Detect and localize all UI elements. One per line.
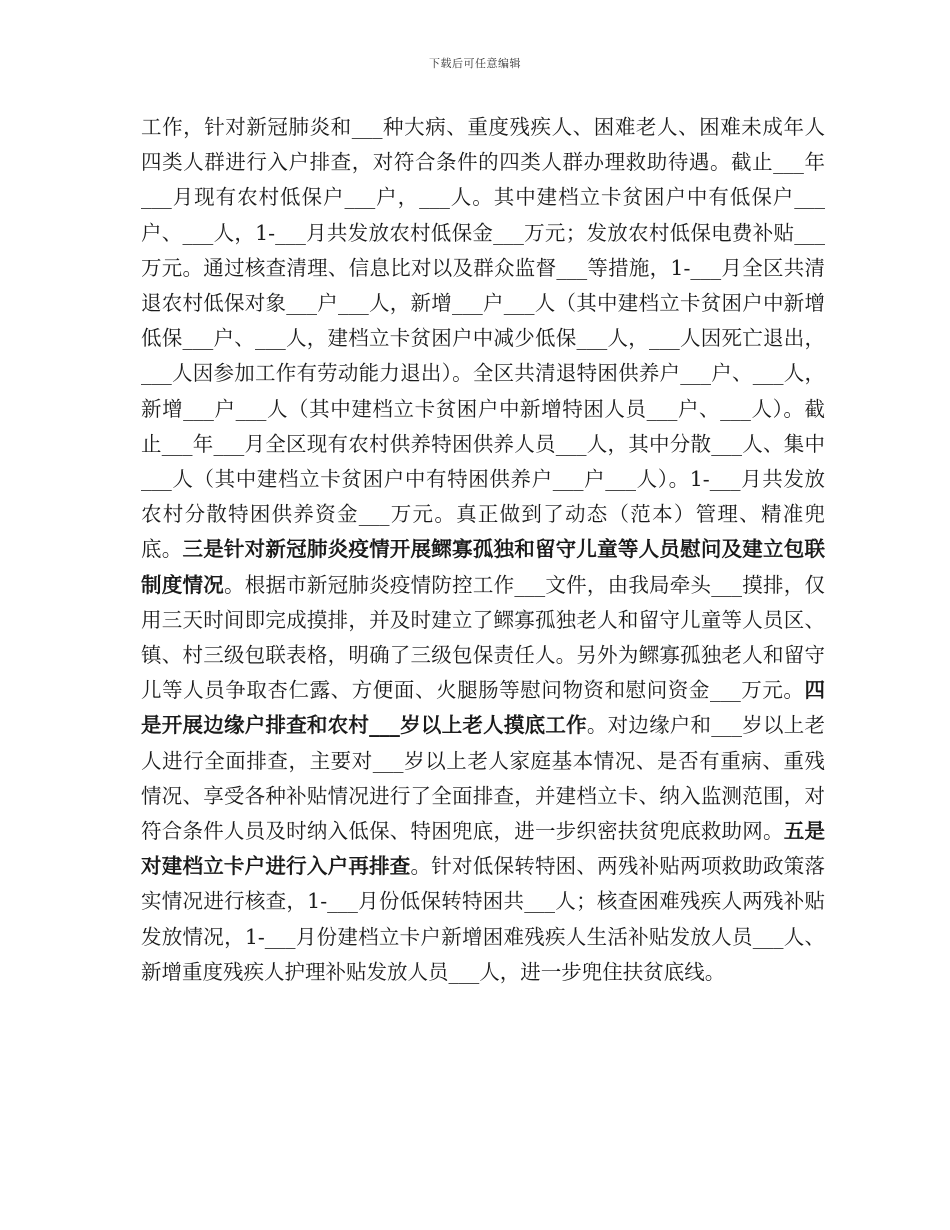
body-text-segment: 农村低保电费补贴___万元。通过核查清理、信息比对以及群众监督__ (141, 220, 826, 280)
body-text-segment: 行了全面排查，并建档立卡、纳入监测范围，对符合条件人员及时纳 (141, 783, 825, 844)
body-text-segment: 年人四类人群进行入户排查，对符合条件的四类人群办理救助待遇。 (141, 115, 826, 175)
body-text-segment: _人、新增重度残疾人护理补贴发放人员___人，进一步兜住扶贫底线。 (141, 924, 826, 984)
body-text-segment: 物资和慰问资金___万元。 (562, 678, 805, 703)
bold-heading-text: 四是开展边缘户排查和农村___岁以上老人 (141, 678, 826, 738)
body-text-segment: _等措施，1-___月全区共清退农村低保对象___户___人，新增___户__ (141, 255, 825, 316)
body-text-segment: 儿童等人员区、镇、村三级包联表格，明确了三级包保责任人。另外 (141, 607, 825, 668)
body-text-segment: 工作，针对新冠肺炎和___种大病、重度残疾人、困难老人、困难未成 (141, 115, 784, 139)
body-text-segment: 进行核查，1-___月份低保转特困共___人；核查困难残疾人两残补贴 (203, 889, 826, 914)
body-text-segment: 建档立卡贫困户中新增特困人员___户、___人）。截止___年___月全 (141, 396, 826, 456)
body-text-segment: 。对边缘户和___岁以上老人进行全面排查，主要对___岁以 (141, 713, 826, 773)
bold-heading-text: 三是针对新冠肺炎疫情开展鳏寡孤独和留守儿童等人员慰问及建立包 (182, 537, 805, 562)
body-text-segment: 发放情况，1-___月份建档立卡户新增困难残疾人生活补贴发放人员__ (141, 924, 774, 949)
body-text-segment: 截止___年___月现有农村低保户___户，___人。其中建档立卡贫困户 (141, 150, 825, 210)
body-text-segment: 中建档立卡贫困户中有特困供养户___户___人）。1-___月共发放农村 (141, 467, 826, 527)
body-text-segment: 。针对低保转特困、两残补贴两项救助政策落实情况 (141, 854, 825, 914)
document-body (141, 110, 825, 990)
bold-heading-text: 联制度情况 (141, 537, 825, 597)
bold-heading-text: 五是对建档立卡户 (141, 819, 825, 879)
body-text-segment: 出）。全区共清退特困供养户___户、___人，新增___户___人（其中 (141, 361, 826, 421)
body-text-segment: 为鳏寡孤独老人和留守儿等人员争取杏仁露、方便面、火腿肠等慰问 (141, 643, 825, 703)
body-text-segment: 中减少低保___人，___人因死亡退出，___人因参加工作有劳动能力退 (141, 326, 825, 386)
body-text-segment: 中有低保户___户、___人，1-___月共发放农村低保金___万元；发放 (141, 185, 825, 245)
bold-heading-text: 进行入户再排查 (265, 854, 411, 879)
bold-heading-text: 摸底工作 (503, 713, 587, 738)
body-text-segment: 入低保、特困兜底，进一步织密扶贫兜底救助网。 (327, 819, 784, 844)
body-text-segment: 。根据市新冠肺炎疫情防控工作___文件，由我局牵头___ (223, 572, 743, 597)
body-text-segment: 区现有农村供养特困供养人员___人，其中分散___人、集中___人（其 (141, 431, 825, 492)
body-text-segment: _人（其中建档立卡贫困户中新增低保___户、___人，建档立卡贫困户 (141, 291, 825, 351)
body-text-segment: 摸排，仅用三天时间即完成摸排，并及时建立了鳏寡孤独老人和留守 (141, 572, 826, 632)
body-text-segment: 上老人家庭基本情况、是否有重病、重残情况、享受各种补贴情况进 (141, 748, 825, 808)
body-text-segment: 分散特困供养资金___万元。真正做到了动态（范本）管理、精准兜底。 (141, 502, 826, 562)
page-header-note: 下载后可任意编辑 (429, 57, 521, 70)
